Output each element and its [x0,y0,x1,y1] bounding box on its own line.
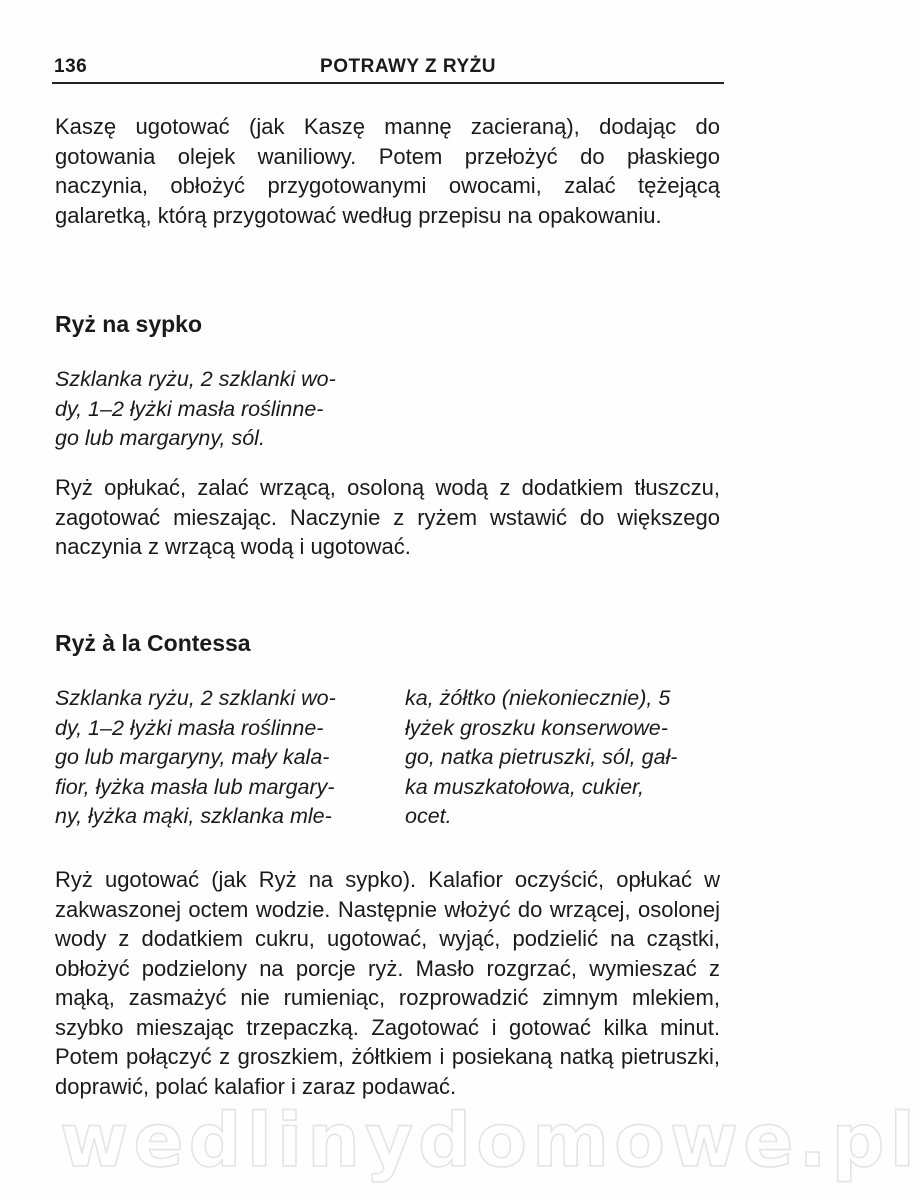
ingredients-contessa-left [55,684,375,832]
watermark: wedlinydomowe.pl [60,1098,920,1184]
ingredient-line: ka, żółtko (niekoniecznie), 5 [405,686,671,710]
ingredient-line: fior, łyżka masła lub margary- [55,774,335,799]
ingredient-line: Szklanka ryżu, 2 szklanki wo- [55,367,336,391]
instructions-ryz-na-sypko: Ryż opłukać, zalać wrzącą, osoloną wodą z dodatkiem tłuszczu, zagotować mieszając. Naczynie z ryżem wstawić do większego naczynia z wrzącą wodą i ugotować. [55,475,720,559]
page-header [52,52,724,84]
ingredient-line: go lub margaryny, mały kala- [55,745,330,769]
recipe-title-ryz-na-sypko: Ryż na sypko [55,311,202,337]
ingredient-line: dy, 1–2 łyżki masła roślinne- [55,715,324,740]
instructions-ryz-a-la-contessa: Ryż ugotować (jak Ryż na sypko). Kalafior oczyścić, opłukać w zakwaszonej octem wodzie. Następnie włożyć do wrzącej, osolonej wody z dodatkiem cukru, ugotować, wyjąć, podzielić na cząstki, obłożyć podzielony na porcje ryż. Masło rozgrzać, wymieszać z mąką, zasmażyć nie rumieniąc, rozprowadzić zimnym mlekiem, szybko mieszając trzepaczką. Zagotować i gotować kilka minut. Potem połączyć z groszkiem, żółtkiem i posiekaną natką pietruszki, doprawić, polać kalafior i zaraz podawać. [55,867,720,1099]
ingredient-line: ny, łyżka mąki, szklanka mle- [55,804,332,828]
ingredient-line: Szklanka ryżu, 2 szklanki wo- [55,686,336,710]
page-number: 136 [54,56,88,77]
intro-paragraph: Kaszę ugotować (jak Kaszę mannę zacieraną), dodając do gotowania olejek waniliowy. Potem przełożyć do płaskiego naczynia, obłożyć przygotowanymi owocami, zalać tężejącą galaretką, którą przygotować według przepisu na opakowaniu. [55,114,720,228]
ingredient-line: łyżek groszku konserwowe- [405,715,668,740]
ingredient-line: go, natka pietruszki, sól, gał- [405,745,678,769]
ingredients-contessa-right [405,684,723,832]
ingredients-ryz-na-sypko [55,365,375,454]
ingredient-line: dy, 1–2 łyżki masła roślinne- [55,396,324,421]
running-title: POTRAWY Z RYŻU [320,56,496,77]
recipe-title-ryz-a-la-contessa: Ryż à la Contessa [55,630,251,656]
ingredient-line: ocet. [405,804,452,828]
ingredient-line: ka muszkatołowa, cukier, [405,774,644,799]
ingredient-line: go lub margaryny, sól. [55,426,265,450]
